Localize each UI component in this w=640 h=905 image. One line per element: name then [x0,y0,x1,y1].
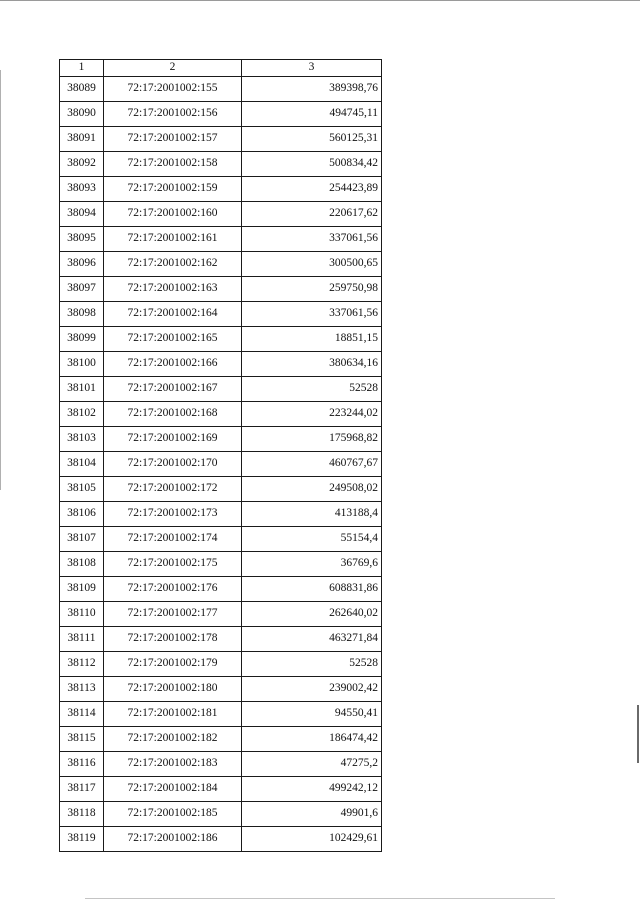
cadastral-value-cell: 175968,82 [242,427,382,452]
cadastral-value-table [59,59,382,852]
table-row [60,777,382,802]
cadastral-number-cell: 72:17:2001002:164 [104,302,242,327]
cadastral-value-cell: 494745,11 [242,102,382,127]
cadastral-number-cell: 72:17:2001002:186 [104,827,242,852]
table-row [60,702,382,727]
table-row [60,802,382,827]
cadastral-number-cell: 72:17:2001002:184 [104,777,242,802]
cadastral-number-cell: 72:17:2001002:167 [104,377,242,402]
cadastral-value-cell: 460767,67 [242,452,382,477]
cadastral-value-cell: 380634,16 [242,352,382,377]
cadastral-value-cell: 239002,42 [242,677,382,702]
cadastral-value-cell: 608831,86 [242,577,382,602]
table-header [60,60,382,77]
table-row [60,602,382,627]
table-row [60,302,382,327]
cadastral-value-cell: 254423,89 [242,177,382,202]
cadastral-number-cell: 72:17:2001002:177 [104,602,242,627]
cadastral-number-cell: 72:17:2001002:176 [104,577,242,602]
header-col-2: 2 [104,60,242,77]
row-number-cell: 38089 [60,77,104,102]
row-number-cell: 38101 [60,377,104,402]
cadastral-value-cell: 259750,98 [242,277,382,302]
cadastral-number-cell: 72:17:2001002:159 [104,177,242,202]
table-row [60,652,382,677]
cadastral-value-cell: 55154,4 [242,527,382,552]
row-number-cell: 38103 [60,427,104,452]
cadastral-value-cell: 249508,02 [242,477,382,502]
table-row [60,677,382,702]
row-number-cell: 38113 [60,677,104,702]
row-number-cell: 38114 [60,702,104,727]
cadastral-value-cell: 102429,61 [242,827,382,852]
cadastral-value-cell: 560125,31 [242,127,382,152]
cadastral-value-cell: 52528 [242,652,382,677]
row-number-cell: 38118 [60,802,104,827]
cadastral-value-cell: 262640,02 [242,602,382,627]
cadastral-number-cell: 72:17:2001002:180 [104,677,242,702]
scan-mark-right [637,705,639,763]
row-number-cell: 38104 [60,452,104,477]
cadastral-number-cell: 72:17:2001002:169 [104,427,242,452]
row-number-cell: 38106 [60,502,104,527]
cadastral-number-cell: 72:17:2001002:158 [104,152,242,177]
cadastral-value-cell: 413188,4 [242,502,382,527]
table-row [60,752,382,777]
cadastral-number-cell: 72:17:2001002:161 [104,227,242,252]
cadastral-value-cell: 499242,12 [242,777,382,802]
cadastral-number-cell: 72:17:2001002:160 [104,202,242,227]
cadastral-value-cell: 463271,84 [242,627,382,652]
cadastral-value-cell: 337061,56 [242,227,382,252]
row-number-cell: 38097 [60,277,104,302]
cadastral-number-cell: 72:17:2001002:178 [104,627,242,652]
table-row [60,627,382,652]
row-number-cell: 38095 [60,227,104,252]
cadastral-value-cell: 500834,42 [242,152,382,177]
cadastral-value-cell: 220617,62 [242,202,382,227]
table-row [60,827,382,852]
table-row [60,77,382,102]
table-row [60,427,382,452]
cadastral-value-cell: 49901,6 [242,802,382,827]
table-row [60,477,382,502]
cadastral-number-cell: 72:17:2001002:183 [104,752,242,777]
row-number-cell: 38099 [60,327,104,352]
cadastral-number-cell: 72:17:2001002:170 [104,452,242,477]
cadastral-number-cell: 72:17:2001002:162 [104,252,242,277]
cadastral-number-cell: 72:17:2001002:165 [104,327,242,352]
cadastral-number-cell: 72:17:2001002:155 [104,77,242,102]
cadastral-value-cell: 337061,56 [242,302,382,327]
row-number-cell: 38105 [60,477,104,502]
row-number-cell: 38093 [60,177,104,202]
row-number-cell: 38119 [60,827,104,852]
row-number-cell: 38091 [60,127,104,152]
cadastral-value-cell: 223244,02 [242,402,382,427]
table-row [60,102,382,127]
cadastral-number-cell: 72:17:2001002:157 [104,127,242,152]
page-top-border [0,0,640,1]
cadastral-value-cell: 47275,2 [242,752,382,777]
cadastral-value-cell: 186474,42 [242,727,382,752]
row-number-cell: 38090 [60,102,104,127]
cadastral-number-cell: 72:17:2001002:172 [104,477,242,502]
header-row [60,60,382,77]
table-row [60,177,382,202]
table-row [60,452,382,477]
row-number-cell: 38115 [60,727,104,752]
cadastral-number-cell: 72:17:2001002:185 [104,802,242,827]
table-row [60,202,382,227]
row-number-cell: 38094 [60,202,104,227]
row-number-cell: 38108 [60,552,104,577]
cadastral-number-cell: 72:17:2001002:182 [104,727,242,752]
table-row [60,327,382,352]
table-row [60,502,382,527]
table-row [60,727,382,752]
table-body [60,77,382,852]
table-row [60,402,382,427]
row-number-cell: 38107 [60,527,104,552]
row-number-cell: 38109 [60,577,104,602]
cadastral-number-cell: 72:17:2001002:163 [104,277,242,302]
cadastral-value-cell: 389398,76 [242,77,382,102]
table-row [60,352,382,377]
table-row [60,527,382,552]
cadastral-number-cell: 72:17:2001002:174 [104,527,242,552]
table-row [60,552,382,577]
table-row [60,377,382,402]
cadastral-value-cell: 300500,65 [242,252,382,277]
cadastral-number-cell: 72:17:2001002:181 [104,702,242,727]
table-row [60,577,382,602]
row-number-cell: 38098 [60,302,104,327]
header-col-1: 1 [60,60,104,77]
row-number-cell: 38110 [60,602,104,627]
cadastral-value-cell: 94550,41 [242,702,382,727]
row-number-cell: 38117 [60,777,104,802]
row-number-cell: 38102 [60,402,104,427]
table-row [60,277,382,302]
cadastral-number-cell: 72:17:2001002:179 [104,652,242,677]
cadastral-number-cell: 72:17:2001002:166 [104,352,242,377]
cadastral-number-cell: 72:17:2001002:175 [104,552,242,577]
cadastral-number-cell: 72:17:2001002:168 [104,402,242,427]
page-bottom-line [85,898,555,899]
row-number-cell: 38096 [60,252,104,277]
table-row [60,227,382,252]
cadastral-value-cell: 36769,6 [242,552,382,577]
row-number-cell: 38092 [60,152,104,177]
cadastral-value-cell: 18851,15 [242,327,382,352]
table-row [60,152,382,177]
scan-edge-left [0,70,1,490]
cadastral-number-cell: 72:17:2001002:173 [104,502,242,527]
row-number-cell: 38111 [60,627,104,652]
table-row [60,127,382,152]
row-number-cell: 38100 [60,352,104,377]
cadastral-value-cell: 52528 [242,377,382,402]
cadastral-number-cell: 72:17:2001002:156 [104,102,242,127]
row-number-cell: 38116 [60,752,104,777]
table-row [60,252,382,277]
row-number-cell: 38112 [60,652,104,677]
header-col-3: 3 [242,60,382,77]
